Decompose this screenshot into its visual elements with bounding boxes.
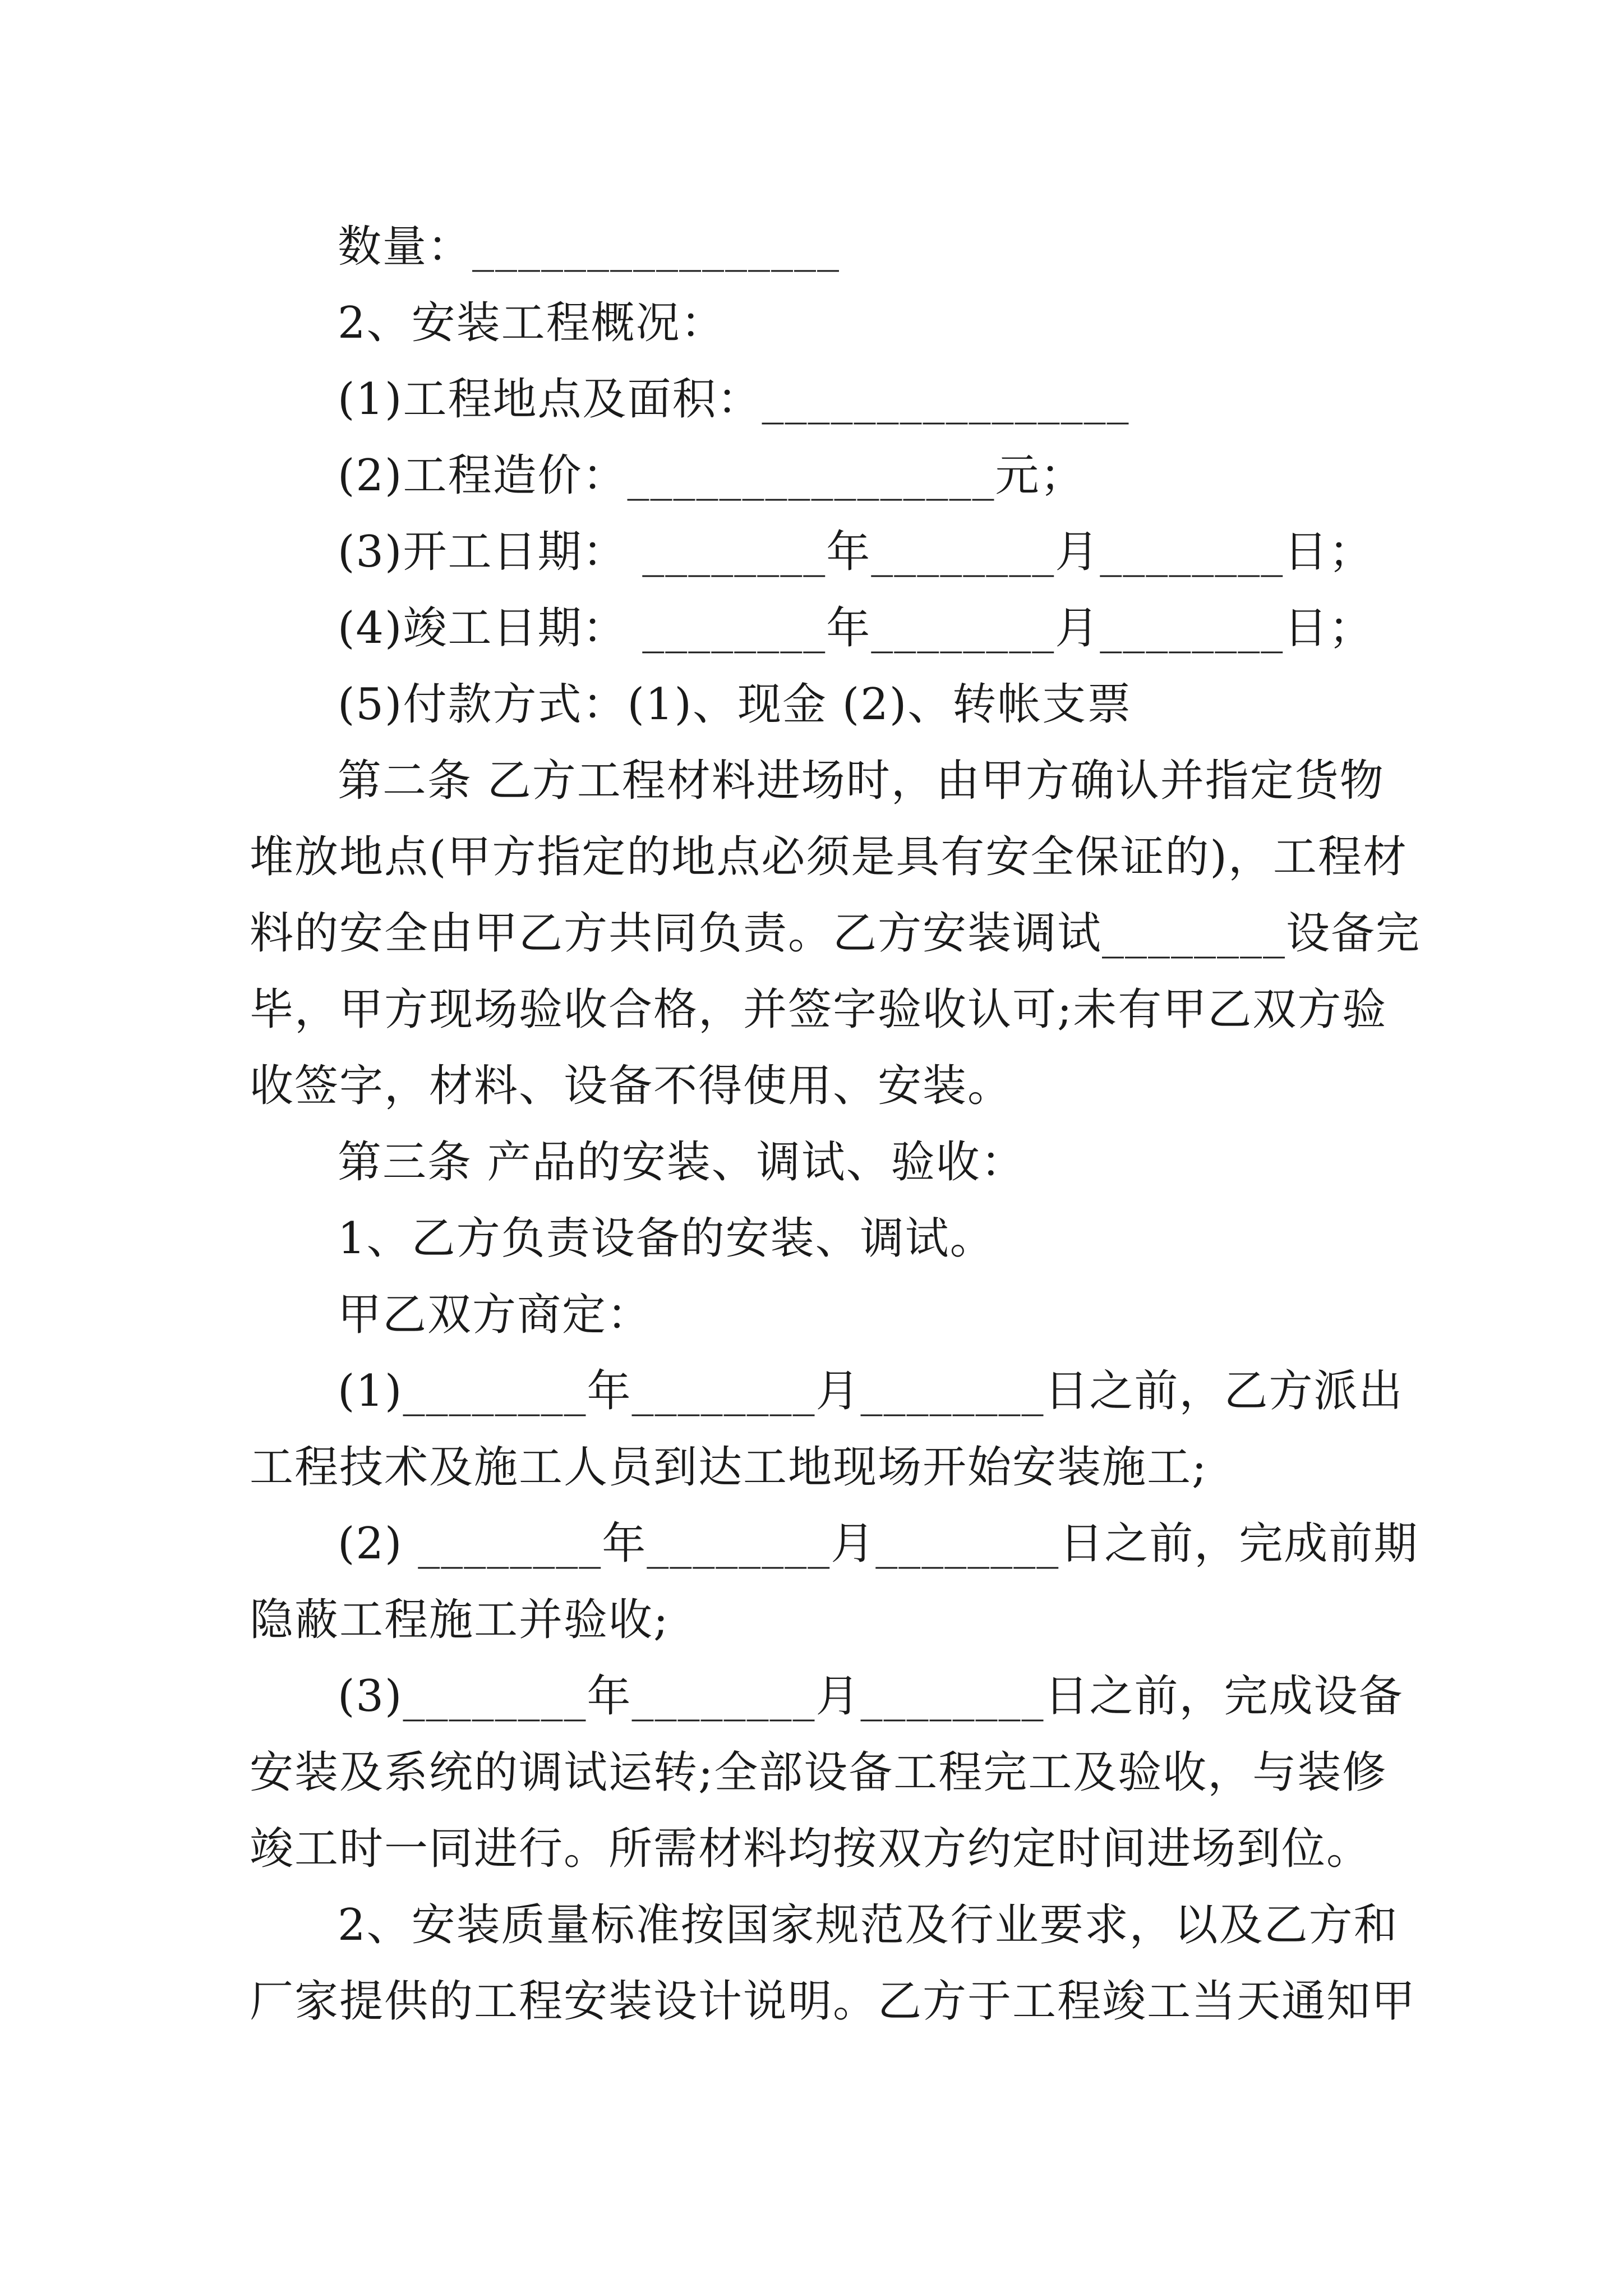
schedule-item-3: (3)________年________月________日之前，完成设备 — [338, 1671, 1404, 1722]
article-two-line: 第二条 乙方工程材料进场时，由甲方确认并指定货物 — [338, 756, 1385, 806]
paragraph-line: 工程技术及施工人员到达工地现场开始安装施工; — [250, 1442, 1208, 1493]
item-one-line: 1、乙方负责设备的安装、调试。 — [338, 1213, 995, 1264]
paragraph-line: 安装及系统的调试运转;全部设备工程完工及验收，与装修 — [250, 1747, 1387, 1798]
quality-standard-line: 2、安装质量标准按国家规范及行业要求，以及乙方和 — [338, 1900, 1399, 1950]
cost-line: (2)工程造价：________________元； — [338, 450, 1085, 501]
completion-date-line: (4)竣工日期： ________年________月________日； — [338, 603, 1374, 654]
schedule-item-1: (1)________年________月________日之前，乙方派出 — [338, 1366, 1404, 1416]
agreement-heading: 甲乙双方商定： — [338, 1290, 652, 1340]
paragraph-line: 竣工时一同进行。所需材料均按双方约定时间进场到位。 — [250, 1824, 1372, 1874]
schedule-item-2: (2) ________年________月________日之前，完成前期 — [338, 1519, 1419, 1569]
paragraph-line: 隐蔽工程施工并验收; — [250, 1595, 670, 1645]
paragraph-line: 毕，甲方现场验收合格，并签字验收认可;未有甲乙双方验 — [250, 984, 1387, 1035]
paragraph-line: 厂家提供的工程安装设计说明。乙方于工程竣工当天通知甲 — [250, 1976, 1417, 2027]
payment-method-line: (5)付款方式：(1)、现金 (2)、转帐支票 — [338, 679, 1132, 730]
section-heading-overview: 2、安装工程概况： — [338, 298, 726, 348]
location-area-line: (1)工程地点及面积：________________ — [338, 374, 1130, 425]
paragraph-line: 堆放地点(甲方指定的地点必须是具有安全保证的)，工程材 — [250, 832, 1408, 882]
paragraph-line: 料的安全由甲乙方共同负责。乙方安装调试________设备完 — [250, 908, 1421, 959]
start-date-line: (3)开工日期： ________年________月________日； — [338, 527, 1374, 577]
quantity-line: 数量：________________ — [338, 222, 841, 272]
paragraph-line: 收签字，材料、设备不得使用、安装。 — [250, 1061, 1013, 1111]
article-three-heading: 第三条 产品的安装、调试、验收： — [338, 1137, 1026, 1188]
